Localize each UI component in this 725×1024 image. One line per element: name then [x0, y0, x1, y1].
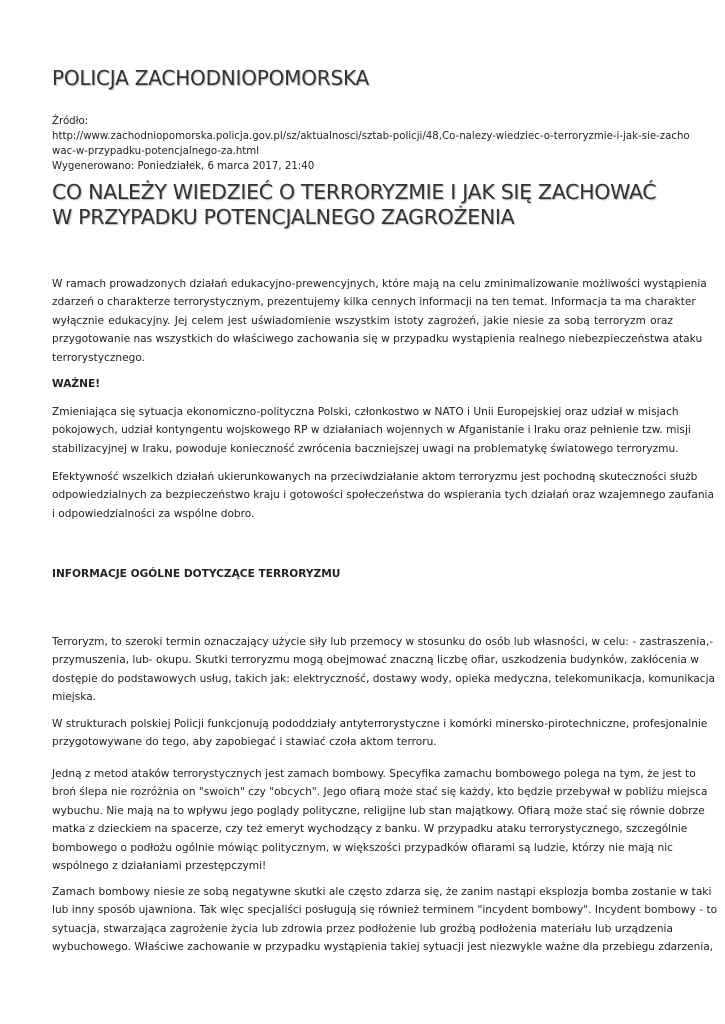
source-url-line-1[interactable]: http://www.zachodniopomorska.policja.gov.pl/sz/aktualnosci/sztab-policji/48,Co-nalezy-wiedziec-o-terroryzmie-i-jak-sie-zacho	[52, 131, 690, 142]
paragraph-bomb-incident	[52, 883, 718, 957]
paragraph-line: Terroryzm, to szeroki termin oznaczający użycie siły lub przemocy w stosunku do osób lub własności, w celu: - zastraszenia,-	[52, 636, 714, 648]
paragraph-line: dostępie do podstawowych usług, takich jak: elektryczność, dostawy wody, opieka medyczna, telekomunikacja, komunikacja	[52, 672, 716, 685]
paragraph-line: broń ślepa nie rozróżnia on "swoich" czy "obcych". Jego ofiarą może stać się każdy, kto będzie przebywał w pobliżu miejsca	[52, 786, 708, 799]
important-label: WAŻNE!	[52, 378, 101, 390]
paragraph-line: bombowego o podłożu ogólnie mówiąc politycznym, w większości przypadków ofiarami są ludzie, którzy nie mają nic	[52, 841, 673, 854]
paragraph-line: stabilizacyjnej w Iraku, powoduje konieczność zwrócenia baczniejszej uwagi na problematykę światowego terroryzmu.	[52, 442, 679, 455]
source-label: Źródło:	[52, 116, 89, 127]
paragraph-line: Jedną z metod ataków terrorystycznych jest zamach bombowy. Specyfika zamachu bombowego polega na tym, że jest to	[52, 768, 696, 780]
paragraph-line: odpowiedzialnych za bezpieczeństwo kraju i gotowości społeczeństwa do wspierania tych działań oraz wzajemnego zaufania	[52, 489, 714, 502]
paragraph-line: lub inny sposób ujawniona. Tak więc specjaliści posługują się również terminem "incydent bombowy". Incydent bombowy - to	[52, 904, 718, 917]
paragraph-line: wspólnego z działaniami przestępczymi!	[52, 860, 267, 873]
paragraph-line: przymuszenia, lub- okupu. Skutki terroryzmu mogą obejmować znaczną liczbę ofiar, uszkodzenia budynków, zakłócenia w	[52, 654, 699, 667]
paragraph-line: W ramach prowadzonych działań edukacyjno-prewencyjnych, które mają na celu zminimalizowanie możliwości wystąpienia	[52, 278, 707, 290]
paragraph-line: miejska.	[52, 691, 97, 704]
section-heading: INFORMACJE OGÓLNE DOTYCZĄCE TERRORYZMU	[52, 568, 341, 580]
paragraph-line: Zamach bombowy niesie ze sobą negatywne skutki ale często zdarza się, że zanim nastąpi eksplozja bomba zostanie w taki	[52, 886, 712, 898]
site-title: POLICJA ZACHODNIOPOMORSKA	[52, 66, 370, 90]
paragraph-line: W strukturach polskiej Policji funkcjonują pododdziały antyterrorystyczne i komórki minersko-pirotechniczne, profesjonalnie	[52, 718, 708, 730]
paragraph-line: zdarzeń o charakterze terrorystycznym, prezentujemy kilka cennych informacji na ten temat. Informacja ta ma charakter	[52, 296, 696, 309]
source-url-line-2[interactable]: wac-w-przypadku-potencjalnego-za.html	[52, 146, 260, 157]
generated-date: Wygenerowano: Poniedziałek, 6 marca 2017, 21:40	[52, 161, 315, 172]
article-title	[52, 180, 692, 230]
paragraph-intro	[52, 275, 707, 367]
paragraph-line: terrorystycznego.	[52, 351, 146, 364]
paragraph-terrorism-definition	[52, 633, 716, 707]
paragraph-line: sytuacja, stwarzająca zagrożenie życia lub zdrowia przez podłożenie lub groźbą podłożenia materiału lub urządzenia	[52, 922, 673, 935]
paragraph-line: pokojowych, udział kontyngentu wojskowego RP w działaniach wojennych w Afganistanie i Iraku oraz pełnienie tzw. misji	[52, 424, 691, 437]
paragraph-line: wybuchowego. Właściwe zachowanie w przypadku wystąpienia takiej sytuacji jest niezwykle ważne dla przebiegu zdarzenia,	[52, 941, 714, 954]
article-title-line-2: W PRZYPADKU POTENCJALNEGO ZAGROŻENIA	[52, 205, 515, 229]
paragraph-line: wybuchu. Nie mają na to wpływu jego poglądy polityczne, religijne lub stan majątkowy. Ofiarą może stać się równie dobrze	[52, 804, 705, 817]
paragraph-police-units	[52, 715, 708, 752]
paragraph-line: przygotowywane do tego, aby zapobiegać i stawiać czoła aktom terroru.	[52, 736, 437, 749]
paragraph-situation	[52, 403, 691, 458]
paragraph-bomb-attack	[52, 765, 708, 875]
paragraph-line: Zmieniająca się sytuacja ekonomiczno-polityczna Polski, członkostwo w NATO i Unii Europejskiej oraz udział w misjach	[52, 406, 679, 418]
paragraph-line: przygotowanie nas wszystkich do właściwego zachowania się w przypadku wystąpienia realnego niebezpieczeństwa ataku	[52, 333, 703, 346]
paragraph-line: i odpowiedzialności za wspólne dobro.	[52, 507, 255, 520]
source-meta	[52, 114, 690, 174]
paragraph-line: Efektywność wszelkich działań ukierunkowanych na przeciwdziałanie aktom terroryzmu jest pochodną skuteczności służb	[52, 471, 698, 483]
paragraph-line: matka z dzieckiem na spacerze, czy też emeryt wychodzący z banku. W przypadku ataku terrorystycznego, szczególnie	[52, 823, 688, 836]
paragraph-effectiveness	[52, 468, 714, 523]
article-title-line-1: CO NALEŻY WIEDZIEĆ O TERRORYZMIE I JAK SIĘ ZACHOWAĆ	[52, 180, 657, 204]
paragraph-line: wyłącznie edukacyjny. Jej celem jest uświadomienie wszystkim istoty zagrożeń, jakie niesie za sobą terroryzm oraz	[52, 314, 673, 327]
